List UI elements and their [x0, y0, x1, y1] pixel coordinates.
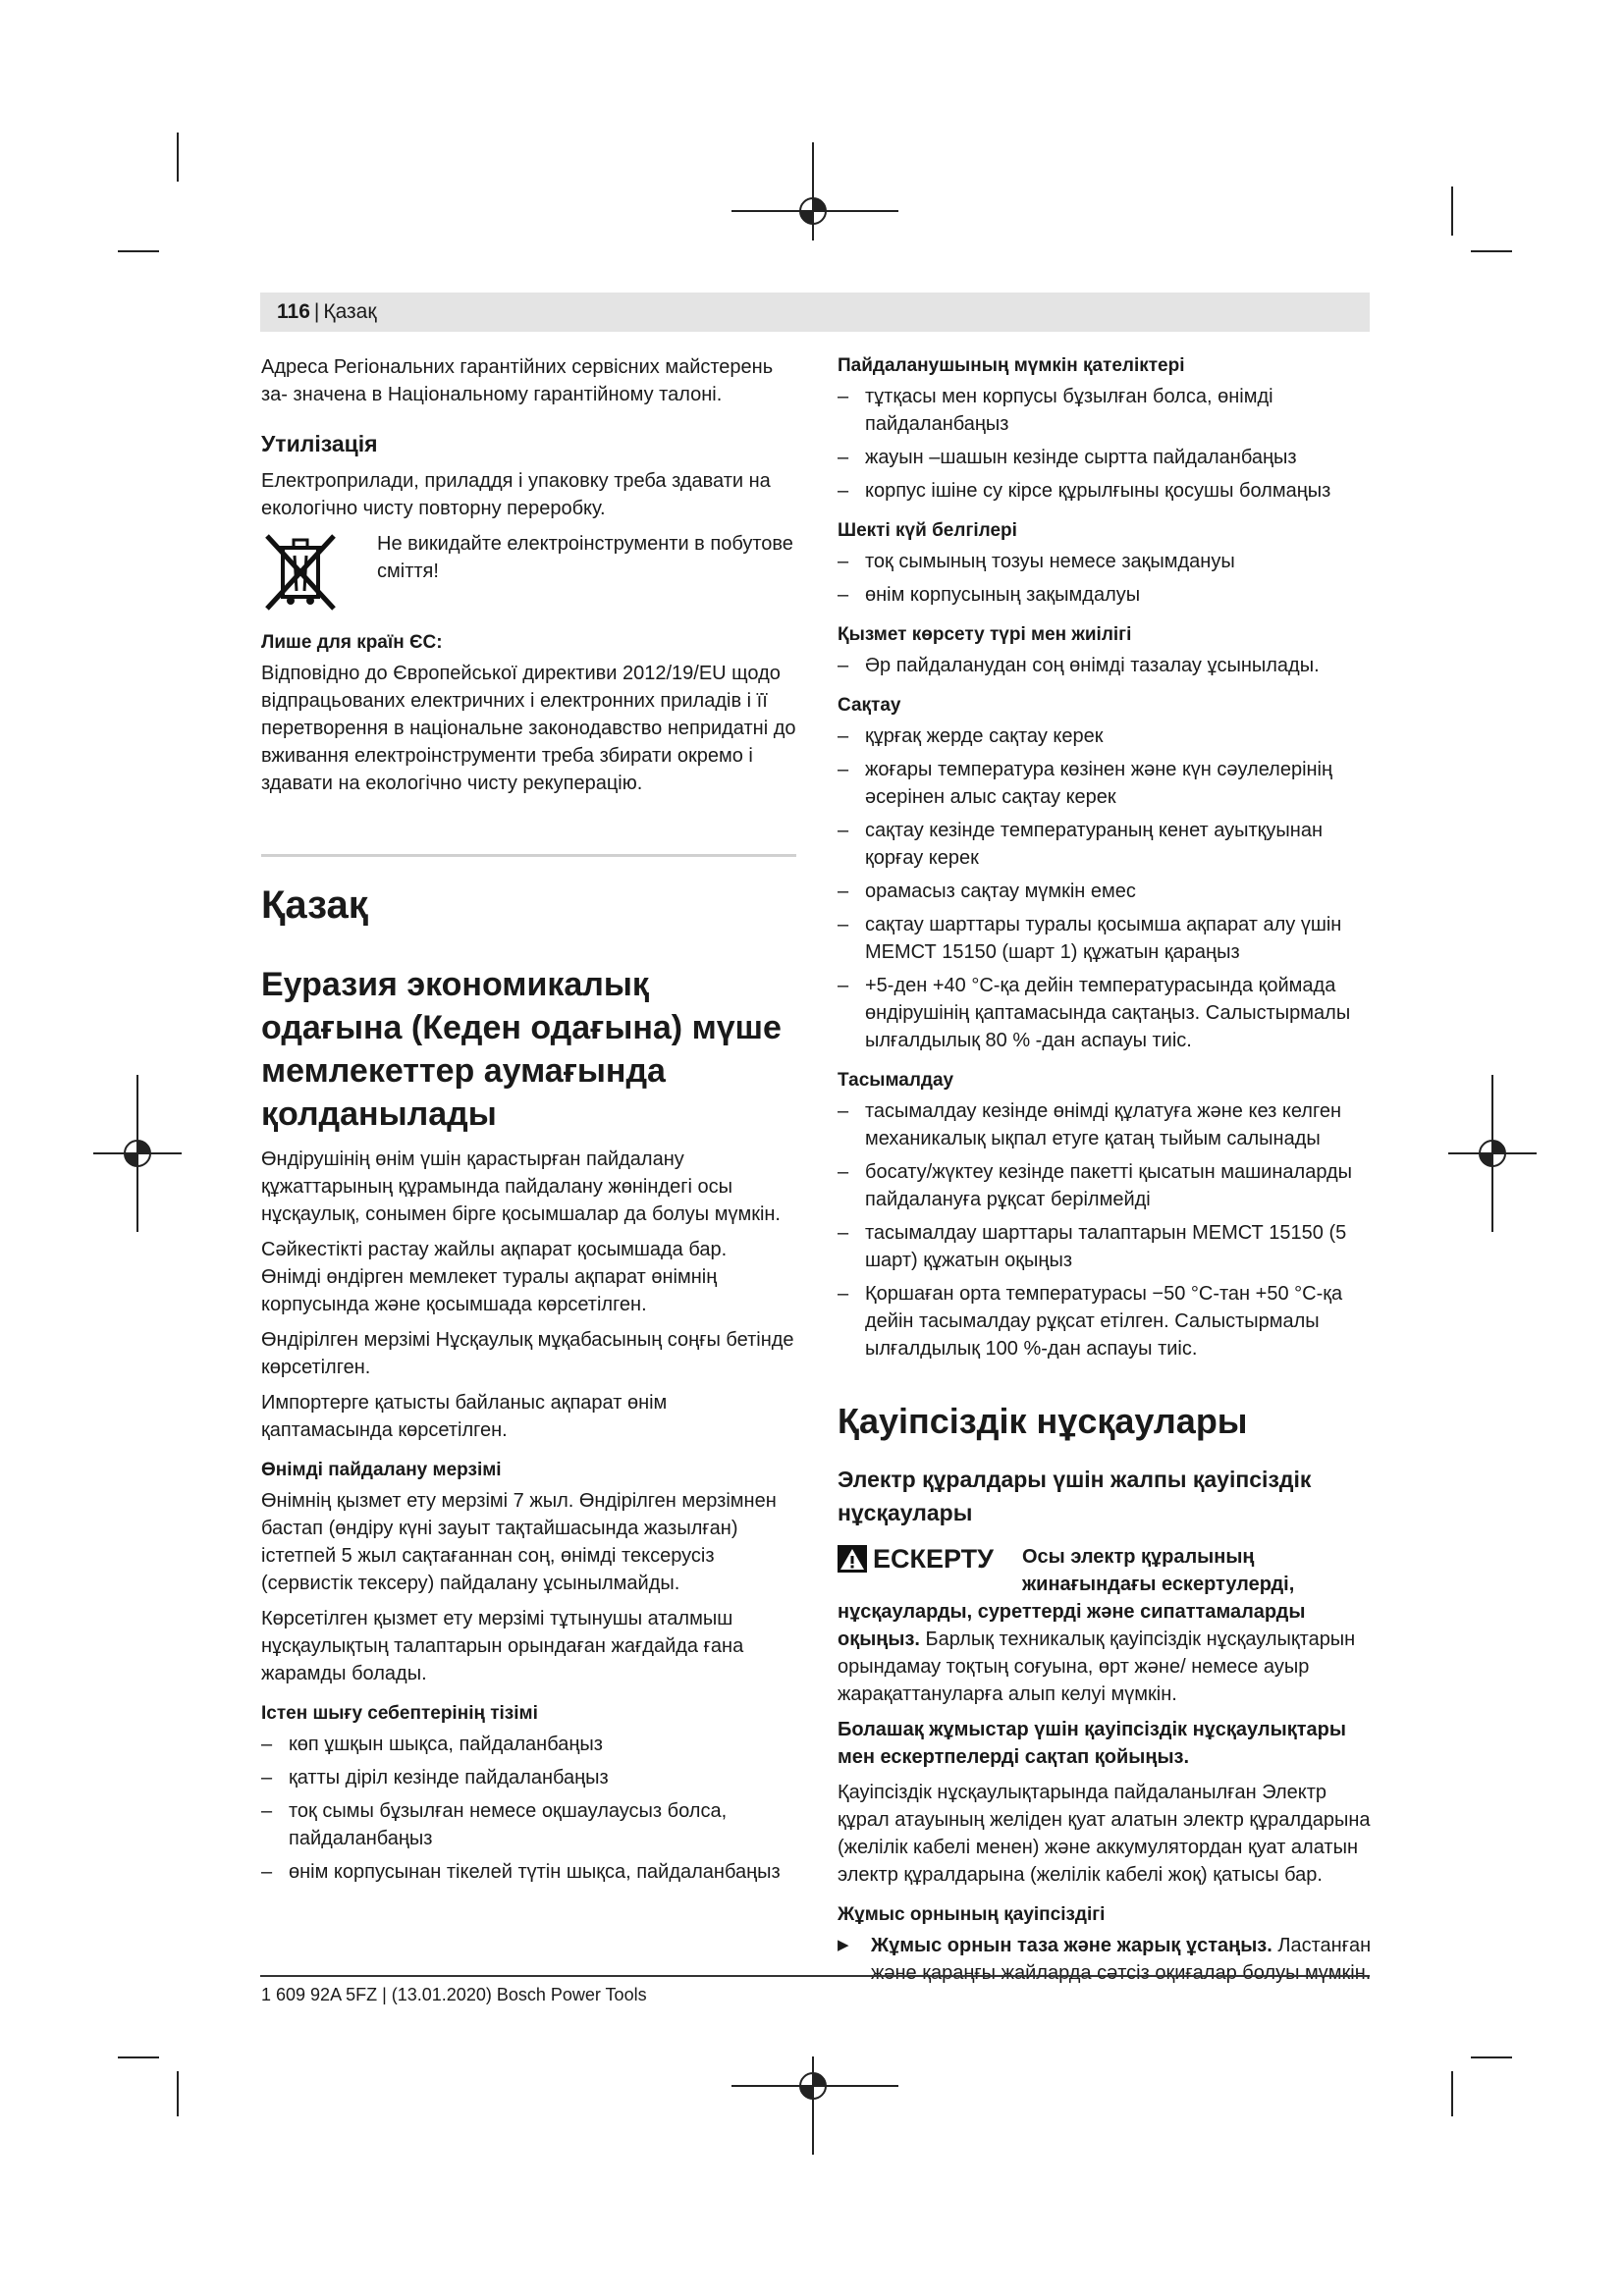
limit-heading: Шекті күй белгілері — [838, 520, 1017, 541]
list-item: – көп ұшқын шықса, пайдаланбаңыз — [261, 1731, 796, 1758]
language-title: Қазақ — [261, 883, 368, 927]
list-item: – Қоршаған орта температурасы −50 °C-тан +50 °C-қа дейін тасымалдау рұқсат етілген. Салыстырмалы ылғалдылық 100 %-дан аспауы тиіс. — [838, 1280, 1373, 1362]
crop-mark — [118, 2056, 159, 2058]
workplace-text: Ластанған және қараңғы жайларда сәтсіз оқиғалар болуы мүмкін. — [871, 1935, 1372, 1984]
warning-label: ЕСКЕРТУ — [873, 1544, 994, 1574]
list-item: – өнім корпусынан тікелей түтін шықса, пайдаланбаңыз — [261, 1858, 796, 1886]
list-item: – Әр пайдаланудан соң өнімді тазалау ұсынылады. — [838, 652, 1373, 679]
transport-list — [838, 1097, 1373, 1362]
right-column — [838, 353, 1373, 1995]
keep-heading: Болашақ жұмыстар үшін қауіпсіздік нұсқаулықтары мен ескертпелерді сақтап қойыңыз. — [838, 1719, 1346, 1768]
life-text: Өнімнің қызмет ету мерзімі 7 жыл. Өндірілген мерзімнен бастап (өндіру күні зауыт тақтайшасында жазылған) істетпей 5 жыл сақтағаннан соң, өнімді тексерусіз (сервистік тексеру) пайдалану ұсынылмайды. — [261, 1490, 777, 1594]
list-item: – тоқ сымының тозуы немесе зақымдануы — [838, 548, 1373, 575]
workplace-bold: Жұмыс орнын таза және жарық ұстаңыз. — [871, 1935, 1272, 1956]
crop-mark — [177, 2071, 179, 2116]
list-item: – құрғақ жерде сақтау керек — [838, 722, 1373, 750]
errors-heading: Пайдаланушының мүмкін қателіктері — [838, 355, 1185, 376]
list-item: – тасымалдау шарттары талаптарын МЕМСТ 15150 (5 шарт) құжатын оқыңыз — [838, 1219, 1373, 1274]
info-paragraph-4: Өндірілген мерзімі Нұсқаулық мұқабасының соңғы бетінде көрсетілген. — [261, 1329, 794, 1378]
warning-icon — [838, 1545, 867, 1573]
recycle-note — [261, 530, 796, 613]
page-number: 116 — [277, 300, 310, 323]
eu-heading: Лише для країн ЄС: — [261, 632, 443, 653]
crop-mark — [1451, 2071, 1453, 2116]
crop-mark — [1471, 2056, 1512, 2058]
tool-text: Қауіпсіздік нұсқаулықтарында пайдаланылған Электр құрал атауының желіден қуат алатын электр құралдарына (желілік кабелі менен) және аккумулятордан қуат алатын электр құралдарына (желілік кабелі жоқ) қатысы бар. — [838, 1782, 1371, 1886]
section-divider — [261, 854, 796, 857]
life-text-2: Көрсетілген қызмет ету мерзімі тұтынушы аталмыш нұсқаулықтың талаптарын орындаған жағдайда ғана жарамды болады. — [261, 1608, 744, 1684]
intro-text: Адреса Регіональних гарантійних сервісних майстерень за- значена в Національному гарантійному талоні. — [261, 356, 774, 405]
warning-first-line: Осы электр құралының жинағындағы ескертулерді, — [1022, 1546, 1295, 1595]
list-item: – жауын –шашын кезінде сыртта пайдаланбаңыз — [838, 444, 1373, 471]
list-item: – қатты діріл кезінде пайдаланбаңыз — [261, 1764, 796, 1791]
header-separator: | — [313, 300, 320, 323]
list-item: – сақтау кезінде температураның кенет ауытқуынан қорғау керек — [838, 817, 1373, 872]
warning-text: Барлық техникалық қауіпсіздік нұсқаулықтарын орындамау тоқтың соғуына, өрт және/ немесе ауыр жарақаттануларға алып келуі мүмкін. — [838, 1629, 1356, 1705]
info-paragraph-5: Импортерге қатысты байланыс ақпарат өнім қаптамасында көрсетілген. — [261, 1392, 668, 1441]
registration-mark-bottom — [727, 2052, 903, 2160]
transport-heading: Тасымалдау — [838, 1070, 954, 1091]
bin-note-text: Не викидайте електроінструменти в побутове сміття! — [377, 533, 793, 582]
list-item: – сақтау шарттары туралы қосымша ақпарат алу үшін МЕМСТ 15150 (шарт 1) құжатын қараңыз — [838, 911, 1373, 966]
crop-mark — [118, 250, 159, 252]
eaeu-title: Еуразия экономикалық одағына (Кеден одағына) мүше мемлекеттер аумағында қолданылады — [261, 966, 782, 1133]
crop-mark — [1451, 187, 1453, 236]
list-item: – тасымалдау кезінде өнімді құлатуға және кез келген механикалық ықпал етуге қатаң тыйым салынады — [838, 1097, 1373, 1152]
eu-text: Відповідно до Європейської директиви 2012/19/EU щодо відпрацьованих електричних і електронних приладів і її перетворення в національне законодавство непридатні до вживання електроінструменти треба збирати окремо і здавати на екологічно чисту рекуперацію. — [261, 663, 796, 794]
list-item: – өнім корпусының зақымдалуы — [838, 581, 1373, 609]
crop-mark — [177, 133, 179, 182]
page-header — [277, 300, 377, 324]
service-list — [838, 652, 1373, 679]
workplace-heading: Жұмыс орнының қауіпсіздігі — [838, 1904, 1106, 1925]
crossed-bin-icon — [261, 530, 340, 613]
workplace-bullet — [838, 1932, 1373, 1987]
footer-rule — [260, 1975, 1370, 1977]
list-item: – жоғары температура көзінен және күн сәулелерінің әсерінен алыс сақтау керек — [838, 756, 1373, 811]
failure-heading: Істен шығу себептерінің тізімі — [261, 1703, 538, 1724]
list-item: – орамасыз сақтау мүмкін емес — [838, 878, 1373, 905]
failure-list — [261, 1731, 796, 1886]
header-bar — [260, 293, 1370, 332]
crop-mark — [1471, 250, 1512, 252]
registration-mark-right — [1438, 1070, 1546, 1237]
warning-paragraph — [838, 1598, 1373, 1708]
life-heading: Өнімді пайдалану мерзімі — [261, 1460, 502, 1480]
storage-list — [838, 722, 1373, 1054]
warning-badge — [838, 1543, 1022, 1575]
footer-text: 1 609 92A 5FZ | (13.01.2020) Bosch Power Tools — [261, 1985, 647, 2004]
list-item: – +5-ден +40 °C-қа дейін температурасында қоймада өндірушінің қаптамасында сақтаңыз. Салыстырмалы ылғалдылық 80 % -дан аспауы тиіс. — [838, 972, 1373, 1054]
info-paragraph-3: Өнімді өндірген мемлекет туралы ақпарат өнімнің корпусында және қосымшада көрсетілген. — [261, 1266, 718, 1315]
list-item: – тұтқасы мен корпусы бұзылған болса, өнімді пайдаланбаңыз — [838, 383, 1373, 438]
registration-mark-left — [83, 1070, 191, 1237]
safety-title: Қауіпсіздік нұсқаулары — [838, 1401, 1248, 1441]
header-language: Қазақ — [323, 300, 377, 323]
disposal-heading: Утилізація — [261, 431, 378, 456]
warning-row — [838, 1543, 1373, 1598]
list-item: – тоқ сымы бұзылған немесе оқшаулаусыз болса, пайдаланбаңыз — [261, 1797, 796, 1852]
general-safety-title: Электр құралдары үшін жалпы қауіпсіздік нұсқаулары — [838, 1467, 1312, 1525]
list-item: – корпус ішіне су кірсе құрылғыны қосушы болмаңыз — [838, 477, 1373, 505]
disposal-text: Електроприлади, приладдя і упаковку треба здавати на екологічно чисту повторну переробку. — [261, 470, 771, 519]
storage-heading: Сақтау — [838, 695, 901, 716]
errors-list — [838, 383, 1373, 505]
left-column — [261, 353, 796, 1892]
info-paragraph-1: Өндірушінің өнім үшін қарастырған пайдалану құжаттарының құрамында пайдалану жөніндегі осы нұсқаулық, сонымен бірге қосымшалар да болуы мүмкін. — [261, 1148, 781, 1225]
service-heading: Қызмет көрсету түрі мен жиілігі — [838, 624, 1132, 645]
list-item: – босату/жүктеу кезінде пакетті қысатын машиналарды пайдалануға рұқсат берілмейді — [838, 1158, 1373, 1213]
registration-mark-top — [727, 137, 903, 245]
limit-list — [838, 548, 1373, 609]
warning-bold-rest: нұсқауларды, суреттерді және сипаттамаларды оқыңыз. — [838, 1601, 1306, 1650]
info-paragraph-2: Сәйкестікті растау жайлы ақпарат қосымшада бар. — [261, 1239, 728, 1260]
